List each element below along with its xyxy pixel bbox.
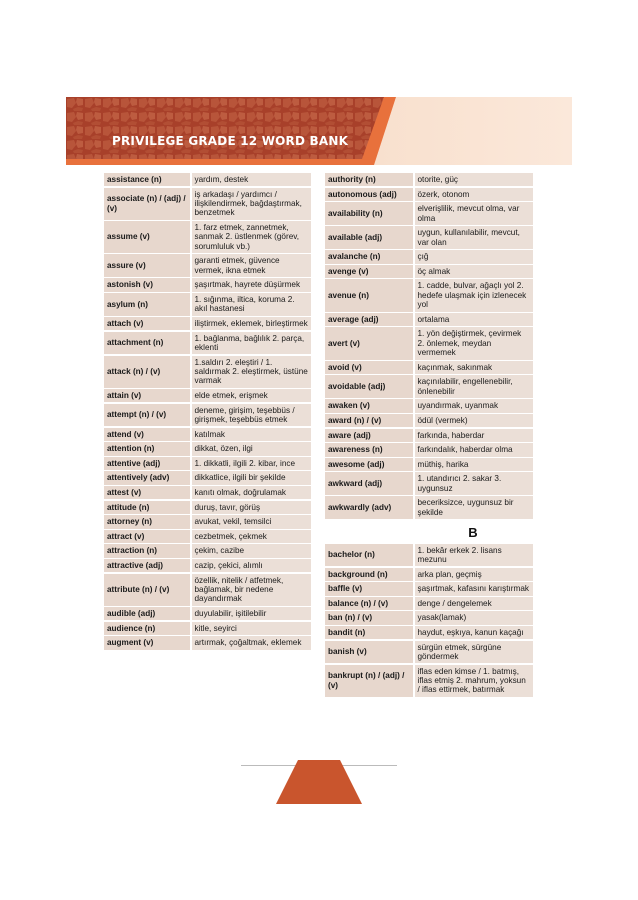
definition-cell: yasak(lamak): [415, 611, 534, 624]
definition-cell: 1. cadde, bulvar, ağaçlı yol 2. hedefe ulaşmak için izlenecek yol: [415, 279, 534, 311]
definition-cell: 1. yön değiştirmek, çevirmek 2. önlemek, meydan vermemek: [415, 327, 534, 359]
term-cell: attack (n) / (v): [104, 356, 190, 388]
term-cell: attest (v): [104, 486, 190, 499]
definition-cell: uyandırmak, uyanmak: [415, 399, 534, 412]
table-row: [325, 429, 533, 442]
term-cell: attentive (adj): [104, 457, 190, 470]
term-cell: awkwardly (adv): [325, 496, 413, 519]
table-row: [325, 458, 533, 471]
section-letter-b: B: [468, 525, 478, 541]
table-row: [325, 597, 533, 610]
table-row: [104, 530, 311, 543]
definition-cell: cazip, çekici, alımlı: [192, 559, 312, 572]
table-row: [325, 611, 533, 624]
table-row: [325, 443, 533, 456]
table-row: [104, 293, 311, 316]
definition-cell: iş arkadaşı / yardımcı / ilişkilendirmek, bağdaştırmak, benzetmek: [192, 188, 312, 220]
term-cell: attend (v): [104, 428, 190, 441]
term-cell: assure (v): [104, 254, 190, 277]
definition-cell: duyulabilir, işitilebilir: [192, 607, 312, 620]
definition-cell: uygun, kullanılabilir, mevcut, var olan: [415, 226, 534, 249]
table-row: [325, 265, 533, 278]
definition-cell: yardım, destek: [192, 173, 312, 186]
term-cell: awaken (v): [325, 399, 413, 412]
term-cell: audible (adj): [104, 607, 190, 620]
definition-cell: arka plan, geçmiş: [415, 568, 534, 581]
term-cell: attribute (n) / (v): [104, 574, 190, 606]
term-cell: bankrupt (n) / (adj) / (v): [325, 665, 413, 697]
definition-cell: cezbetmek, çekmek: [192, 530, 312, 543]
definition-cell: şaşırtmak, kafasını karıştırmak: [415, 582, 534, 595]
definition-cell: deneme, girişim, teşebbüs / girişmek, teşebbüs etmek: [192, 404, 312, 427]
table-row: [104, 607, 311, 620]
table-row: [325, 414, 533, 427]
definition-cell: farkında, haberdar: [415, 429, 534, 442]
term-cell: awareness (n): [325, 443, 413, 456]
term-cell: attractive (adj): [104, 559, 190, 572]
term-cell: average (adj): [325, 313, 413, 326]
definition-cell: müthiş, harika: [415, 458, 534, 471]
table-row: [104, 574, 311, 606]
term-cell: augment (v): [104, 636, 190, 649]
term-cell: awkward (adj): [325, 472, 413, 495]
definition-cell: 1. bağlanma, bağlılık 2. parça, eklenti: [192, 332, 312, 355]
table-row: [325, 544, 533, 567]
definition-cell: elverişlilik, mevcut olma, var olma: [415, 202, 534, 225]
table-row: [325, 250, 533, 263]
table-row: [325, 188, 533, 201]
definition-cell: kanıtı olmak, doğrulamak: [192, 486, 312, 499]
term-cell: availability (n): [325, 202, 413, 225]
table-row: [325, 279, 533, 311]
term-cell: avoidable (adj): [325, 375, 413, 398]
definition-cell: 1. dikkatli, ilgili 2. kibar, ince: [192, 457, 312, 470]
table-row: [104, 428, 311, 441]
word-table-left: [104, 173, 311, 650]
definition-cell: özellik, nitelik / atfetmek, bağlamak, bir nedene dayandırmak: [192, 574, 312, 606]
table-row: [325, 568, 533, 581]
footer-trapezoid: [276, 760, 362, 804]
definition-cell: garanti etmek, güvence vermek, ikna etmek: [192, 254, 312, 277]
term-cell: background (n): [325, 568, 413, 581]
table-row: [104, 501, 311, 514]
table-row: [104, 442, 311, 455]
table-row: [325, 361, 533, 374]
term-cell: balance (n) / (v): [325, 597, 413, 610]
term-cell: banish (v): [325, 641, 413, 664]
table-row: [325, 226, 533, 249]
table-row: [104, 221, 311, 253]
definition-cell: otorite, güç: [415, 173, 534, 186]
table-row: [104, 389, 311, 402]
term-cell: attain (v): [104, 389, 190, 402]
term-cell: attach (v): [104, 317, 190, 330]
table-row: [104, 515, 311, 528]
term-cell: awesome (adj): [325, 458, 413, 471]
definition-cell: denge / dengelemek: [415, 597, 534, 610]
definition-cell: kaçınmak, sakınmak: [415, 361, 534, 374]
table-row: [104, 404, 311, 427]
term-cell: aware (adj): [325, 429, 413, 442]
term-cell: avenge (v): [325, 265, 413, 278]
definition-cell: dikkatlice, ilgili bir şekilde: [192, 471, 312, 484]
table-row: [104, 188, 311, 220]
table-row: [325, 313, 533, 326]
definition-cell: artırmak, çoğaltmak, eklemek: [192, 636, 312, 649]
term-cell: attachment (n): [104, 332, 190, 355]
definition-cell: iliştirmek, eklemek, birleştirmek: [192, 317, 312, 330]
definition-cell: çığ: [415, 250, 534, 263]
definition-cell: 1. bekâr erkek 2. lisans mezunu: [415, 544, 534, 567]
table-row: [325, 202, 533, 225]
table-row: [104, 317, 311, 330]
table-row: [325, 375, 533, 398]
term-cell: attract (v): [104, 530, 190, 543]
term-cell: attention (n): [104, 442, 190, 455]
term-cell: avert (v): [325, 327, 413, 359]
term-cell: award (n) / (v): [325, 414, 413, 427]
table-row: [104, 457, 311, 470]
definition-cell: elde etmek, erişmek: [192, 389, 312, 402]
table-row: [104, 636, 311, 649]
term-cell: assume (v): [104, 221, 190, 253]
definition-cell: ortalama: [415, 313, 534, 326]
definition-cell: sürgün etmek, sürgüne göndermek: [415, 641, 534, 664]
term-cell: attitude (n): [104, 501, 190, 514]
table-row: [104, 173, 311, 186]
definition-cell: 1.saldırı 2. eleştiri / 1. saldırmak 2. eleştirmek, üstüne varmak: [192, 356, 312, 388]
table-row: [325, 327, 533, 359]
table-row: [104, 254, 311, 277]
definition-cell: çekim, cazibe: [192, 544, 312, 557]
definition-cell: 1. utandırıcı 2. sakar 3. uygunsuz: [415, 472, 534, 495]
term-cell: associate (n) / (adj) / (v): [104, 188, 190, 220]
table-row: [325, 582, 533, 595]
table-row: [104, 471, 311, 484]
word-table-right: [325, 173, 533, 697]
definition-cell: beceriksizce, uygunsuz bir şekilde: [415, 496, 534, 519]
term-cell: bandit (n): [325, 626, 413, 639]
definition-cell: 1. farz etmek, zannetmek, sanmak 2. üstlenmek (görev, sorumluluk vb.): [192, 221, 312, 253]
table-row: [325, 641, 533, 664]
definition-cell: iflas eden kimse / 1. batmış, iflas etmiş 2. mahrum, yoksun / iflas ettirmek, batırmak: [415, 665, 534, 697]
definition-cell: kaçınılabilir, engellenebilir, önlenebilir: [415, 375, 534, 398]
table-row: [325, 496, 533, 519]
term-cell: attorney (n): [104, 515, 190, 528]
table-row: [325, 472, 533, 495]
term-cell: available (adj): [325, 226, 413, 249]
term-cell: asylum (n): [104, 293, 190, 316]
term-cell: bachelor (n): [325, 544, 413, 567]
table-row: [104, 356, 311, 388]
header-banner: [66, 97, 572, 165]
term-cell: autonomous (adj): [325, 188, 413, 201]
page-title: PRIVILEGE GRADE 12 WORD BANK: [112, 134, 349, 148]
term-cell: avoid (v): [325, 361, 413, 374]
definition-cell: duruş, tavır, görüş: [192, 501, 312, 514]
definition-cell: özerk, otonom: [415, 188, 534, 201]
table-row: [104, 332, 311, 355]
table-row: [325, 665, 533, 697]
term-cell: avenue (n): [325, 279, 413, 311]
definition-cell: öç almak: [415, 265, 534, 278]
term-cell: baffle (v): [325, 582, 413, 595]
table-row: [325, 626, 533, 639]
table-row: [104, 622, 311, 635]
term-cell: audience (n): [104, 622, 190, 635]
definition-cell: dikkat, özen, ilgi: [192, 442, 312, 455]
term-cell: avalanche (n): [325, 250, 413, 263]
term-cell: attentively (adv): [104, 471, 190, 484]
definition-cell: kitle, seyirci: [192, 622, 312, 635]
table-row: [104, 486, 311, 499]
term-cell: attempt (n) / (v): [104, 404, 190, 427]
term-cell: attraction (n): [104, 544, 190, 557]
definition-cell: avukat, vekil, temsilci: [192, 515, 312, 528]
definition-cell: haydut, eşkıya, kanun kaçağı: [415, 626, 534, 639]
definition-cell: ödül (vermek): [415, 414, 534, 427]
term-cell: assistance (n): [104, 173, 190, 186]
table-row: [104, 544, 311, 557]
definition-cell: farkındalık, haberdar olma: [415, 443, 534, 456]
term-cell: ban (n) / (v): [325, 611, 413, 624]
table-row: [104, 559, 311, 572]
definition-cell: katılmak: [192, 428, 312, 441]
term-cell: astonish (v): [104, 278, 190, 291]
table-row: [104, 278, 311, 291]
term-cell: authority (n): [325, 173, 413, 186]
table-row: [325, 399, 533, 412]
definition-cell: 1. sığınma, iltica, koruma 2. akıl hastanesi: [192, 293, 312, 316]
definition-cell: şaşırtmak, hayrete düşürmek: [192, 278, 312, 291]
table-row: [325, 173, 533, 186]
